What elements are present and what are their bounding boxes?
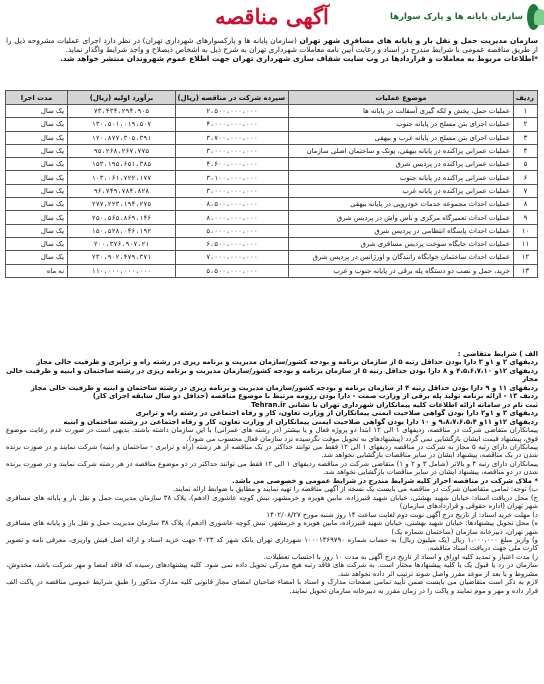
condition-paragraph: پیمانکاران متقاضی شرکت در مناقصه، ردیفهای ۱ الی ۱۲ ابتدا دو پروژه فعال و یا بیشتر (در رشته های عمرانی) با این سازمان داشته باشند. بدیهی است در صورت عدم رعایت موضوع فوق، پیشنهاد قیمت ایشان بازگشایی نمی گردد (پیشنهادهای به تحویل موقت نگرسیده نزد سازمان فعال محسوب می شود). [6, 426, 538, 443]
deposit-cell: ۳،۰۰۰،۰۰۰،۰۰۰ [176, 144, 289, 157]
duration-cell: یک سال [6, 158, 68, 171]
condition-paragraph: ب) توجه: تمامی متقاضیان شرکت در مناقصه می بایست یک نسخه از آگهی مناقصه را تهیه نمایند و مطابق با ضوابط ارائه نمایند. [172, 485, 538, 494]
estimate-cell: ۱۵۰،۵۲۸،۰۴۶،۱۹۲ [68, 224, 176, 237]
col-header-title: موضوع عملیات [289, 91, 514, 105]
row-number-cell: ۵ [514, 158, 538, 171]
deposit-cell: ۵،۰۰۰،۰۰۰،۰۰۰ [176, 224, 289, 237]
estimate-cell: ۲۷۷،۲۲۳،۱۹۴،۲۷۵ [68, 198, 176, 211]
col-header-duration: مدت اجرا [6, 91, 68, 105]
duration-cell: یک سال [6, 198, 68, 211]
condition-paragraph: ردیفهای ۱۱ و ۹ دارا بودن حداقل رتبه ۴ از سازمان برنامه و بودجه کشور/سازمان مدیریت و برنامه ریزی در رشته ساختمان و ابنیه و ظرفیت خالی مجاز [30, 383, 538, 392]
estimate-cell: ۷۳،۴۳۴،۲۹۴،۹۰۵ [68, 105, 176, 118]
condition-paragraph: د) مهلت خرید اسناد: از تاریخ درج آگهی نوبت دوم لغایت ساعت ۱۴ روز شنبه مورخ ۱۴۰۲/۰۸/۲۷ [266, 510, 538, 519]
intro-org-line: سازمان مدیریت حمل و نقل بار و پایانه های مسافری شهر تهران [299, 36, 538, 45]
condition-paragraph: ج) محل دریافت اسناد: خیابان شهید بهشتی، خیابان شهید قنبرزاده، مابین هویزه و خرمشهر، نبش کوچه عاشوری (ادهم)، پلاک ۳۸ سازمان مدیریت حمل و نقل بار و پایانه های مسافری شهر تهران (اداره حقوقی و قراردادهای سازمان) [6, 493, 538, 511]
col-header-row: ردیف [514, 91, 538, 105]
deposit-cell: ۴،۰۰۰،۰۰۰،۰۰۰ [176, 118, 289, 131]
subject-cell: عملیات احداث مجموعه خدمات خودرویی در پایانه بیهقی [289, 198, 514, 211]
subject-cell: عملیات عمرانی پراکنده در پایانه بیهقی، پونک و ساختمان اصلی سازمان [289, 144, 514, 157]
table-row [6, 198, 538, 211]
condition-paragraph: و) واریز مبلغ ۱،۰۰۰،۰۰۰ ریال (یک میلیون ریال) به حساب شماره ۱۰۰۰۱۳۶۹۷۹۰ شهرداری تهران بانک شهر کد ۲۰۲۳ جهت خرید اسناد و ارائه اصل فیش واریزی، معرفی نامه و تصویر کارت ملی جهت دریافت اسناد مناقصه. [6, 535, 538, 553]
row-number-cell: ۱۱ [514, 237, 538, 250]
condition-paragraph: پیمانکاران دارای رتبه ۴ و بالاتر (شامل ۳ و ۲ و ۱) متقاضی شرکت در مناقصه ردیفهای ۱ الی ۱۲ فقط می توانند حداکثر در دو موضوع مناقصه در هر رشته شرکت نمایند و در صورت برنده شدن در دو مناقصه، پیشنهاد ایشان در سایر مناقصات بازگشایی نخواهد شد. [6, 459, 538, 477]
deposit-cell: ۸،۵۰۰،۰۰۰،۰۰۰ [176, 198, 289, 211]
table-row [6, 224, 538, 237]
duration-cell: یک سال [6, 144, 68, 157]
condition-paragraph: سازمان در رد یا قبول یک یا کلیه پیشنهادها مختار است. به شرکت های فاقد رتبه هیچ مدرکی تحویل داده نمی شود. کلیه پیشنهادهای رسیده که فاقد امضا و مهر شرکت باشد، مخدوش، مشروط و یا بعد از موعد مقرر واصل شوند ترتیب اثر داده نخواهد شد. [6, 561, 538, 578]
row-number-cell: ۹ [514, 211, 538, 224]
estimate-cell: ۲۵۰،۵۶۵،۸۶۹،۱۴۶ [68, 211, 176, 224]
condition-paragraph: لازم به ذکر است متقاضیان می بایست ضمن تأیید تمامی صفحات مدارک و اسناد با امضاء صاحبان امضای مجاز قانونی کلیه مدارک مذکور را طبق شرایط عمومی مناقصه در پاکت الف قرار داده و مهر و موم نمایند و پاکت را در زمان مقرر به دبیرخانه سازمان تحویل نمایند. [6, 578, 538, 595]
deposit-cell: ۸،۰۰۰،۰۰۰،۰۰۰ [176, 211, 289, 224]
subject-cell: عملیات عمرانی پراکنده در پردیس شرق [289, 158, 514, 171]
table-row [6, 264, 538, 277]
deposit-cell: ۵،۵۰۰،۰۰۰،۰۰۰ [176, 264, 289, 277]
condition-paragraph: ثبت نام در سامانه ارائه اطلاعات کلیه پیمانکاران شهرداری تهران با نشانی Tehran.ir [251, 400, 538, 409]
row-number-cell: ۶ [514, 171, 538, 184]
table-row [6, 144, 538, 157]
subject-cell: عملیات احداث ساختمان خوابگاه رانندگان و اورژانس در پردیس شرق [289, 251, 514, 264]
subject-cell: عملیات احداث جایگاه سوخت پردیس مسافری شرق [289, 237, 514, 250]
condition-paragraph: ز) مدت اعتبار و تمدید کلیه اوراق و اسناد از تاریخ درج آگهی به مدت ۱۰ روز با احتساب تعطیلات. [263, 552, 538, 561]
condition-paragraph: * ملاک شرکت در مناقصه احراز کلیه شرایط مندرج در شرایط عمومی و خصوصی می باشد. [232, 476, 538, 485]
intro-text [6, 36, 538, 64]
row-number-cell: ۱۳ [514, 264, 538, 277]
deposit-cell: ۴،۶۰۰،۰۰۰،۰۰۰ [176, 158, 289, 171]
col-header-deposit: سپرده شرکت در مناقصه (ریال) [176, 91, 289, 105]
condition-paragraph: ردیفهای ۱۲و ۴،۵،۶،۷،۱۰ و ۸ دارا بودن حداقل رتبه ۵ از سازمان برنامه و بودجه کشور/سازمان مدیریت و برنامه ریزی در رشته ساختمان و ابنیه و ظرفیت خالی مجاز [6, 366, 539, 384]
duration-cell: یک سال [6, 237, 68, 250]
estimate-cell: ۲۳۰،۹۰۲،۴۷۹،۳۷۱ [68, 251, 176, 264]
table-row [6, 158, 538, 171]
row-number-cell: ۸ [514, 198, 538, 211]
row-number-cell: ۱۲ [514, 251, 538, 264]
row-number-cell: ۱۰ [514, 224, 538, 237]
transparency-notice: *اطلاعات مربوط به معاملات و قراردادها در وب سایت شفاف سازی شهرداری تهران جهت اطلاع عموم شهروندان منتشر خواهد شد. [60, 54, 538, 64]
table-row [6, 105, 538, 118]
intro-paragraph: (سازمان پایانه ها و پارکسوارهای شهرداری تهران) در نظر دارد اجرای عملیات مشروحه ذیل را از طریق مناقصه عمومی با شرایط مندرج در اسناد و رعایت آیین نامه معاملات شهرداری تهران به شرح ذیل به اشخاص ذیصلاح و واجد شرایط واگذار نماید. [6, 36, 538, 55]
subject-cell: عملیات عمرانی پراکنده در پایانه غرب [289, 184, 514, 197]
condition-paragraph: ه) محل تحویل پیشنهادها: خیابان شهید بهشتی، خیابان شهید قنبرزاده، مابین هویزه و خرمشهر، نبش کوچه عاشوری (ادهم)، پلاک ۳۸ سازمان مدیریت حمل و نقل بار و پایانه های مسافری شهر تهران، دبیرخانه سازمان (ساختمان شماره یک) [6, 519, 538, 536]
duration-cell: یک سال [6, 105, 68, 118]
subject-cell: عملیات اجرای بتن مسلح در پایانه غرب و بیهقی [289, 131, 514, 144]
estimate-cell: ۱۲۰،۸۷۷،۳۰۵،۳۹۱ [68, 131, 176, 144]
table-header-row [6, 91, 538, 105]
duration-cell: یک سال [6, 118, 68, 131]
condition-paragraph: ردیفهای ۲ و ۱و ۳ دارا بودن حداقل رتبه ۵ از سازمان برنامه و بودجه کشور/سازمان مدیریت و برنامه ریزی در رشته راه و ترابری و ظرفیت خالی مجاز [36, 358, 538, 367]
header [0, 0, 544, 36]
deposit-cell: ۶،۵۰۰،۰۰۰،۰۰۰ [176, 237, 289, 250]
deposit-cell: ۳،۷۰۰،۰۰۰،۰۰۰ [176, 131, 289, 144]
condition-paragraph: ردیفهای ۱۲و ۱۱و ۹،۸،۷،۶،۵،۴ و ۱۰ دارا بودن گواهی صلاحیت ایمنی پیمانکاران از وزارت تعاون، کار و رفاه اجتماعی در رشته ساختمان و ابنیه [63, 417, 538, 426]
subject-cell: عملیات احداث پاسگاه انتظامی در پردیس شرق [289, 224, 514, 237]
table-row [6, 251, 538, 264]
duration-cell: یک سال [6, 184, 68, 197]
duration-cell: یک سال [6, 211, 68, 224]
conditions-section [6, 350, 538, 595]
duration-cell: یک سال [6, 131, 68, 144]
estimate-cell: ۹۶،۷۴۹،۷۸۴،۸۲۸ [68, 184, 176, 197]
col-header-estimate: برآورد اولیه (ریال) [68, 91, 176, 105]
estimate-cell: ۱۰۳،۰۶۱،۷۲۲،۱۷۷ [68, 171, 176, 184]
row-number-cell: ۴ [514, 144, 538, 157]
duration-cell: یک سال [6, 224, 68, 237]
subject-cell: عملیات عمرانی پراکنده در پایانه جنوب [289, 171, 514, 184]
subject-cell: عملیات احداث تعمیرگاه مرکزی و باس واش در پردیس شرق [289, 211, 514, 224]
table-row [6, 118, 538, 131]
row-number-cell: ۳ [514, 131, 538, 144]
estimate-cell: ۱۵۳،۱۹۵،۶۵۱،۳۸۵ [68, 158, 176, 171]
org-name: سازمان پایانه ها و پارک سوارها [390, 12, 523, 22]
table-row [6, 184, 538, 197]
table-row [6, 171, 538, 184]
deposit-cell: ۳،۱۰۰،۰۰۰،۰۰۰ [176, 171, 289, 184]
deposit-cell: ۳،۰۰۰،۰۰۰،۰۰۰ [176, 184, 289, 197]
estimate-cell: ۱۱۰،۰۰۰،۰۰۰،۰۰۰ [68, 264, 176, 277]
estimate-cell: ۱۳۰،۵۰۱،۰۱۹،۵۰۷ [68, 118, 176, 131]
condition-paragraph: ردیف ۱۳ - ارائه برنامه تولید پله برقی از وزارت صمت - دارا بودن رزومه مرتبط با موضوع مناقصه (حداقل دو سال سابقه اجرای کار) [92, 392, 538, 401]
table-row [6, 131, 538, 144]
subject-cell: خرید، حمل و نصب دو دستگاه پله برقی در پایانه جنوب و غرب [289, 264, 514, 277]
row-number-cell: ۱ [514, 105, 538, 118]
tree-logo-icon [527, 4, 540, 30]
deposit-cell: ۲،۵۰۰،۰۰۰،۰۰۰ [176, 105, 289, 118]
subject-cell: عملیات اجرای بتن مسلح در پایانه جنوب [289, 118, 514, 131]
estimate-cell: ۲۰۰،۳۷۶،۹۰۷،۲۱ [68, 237, 176, 250]
org-logo [390, 2, 540, 32]
duration-cell: نه ماه [6, 264, 68, 277]
table-row [6, 237, 538, 250]
condition-paragraph: ردیفهای ۳ و ۱و۲ دارا بودن گواهی صلاحیت ایمنی پیمانکاران از وزارت تعاون، کار و رفاه اجتماعی در رشته راه و ترابری [135, 409, 538, 418]
deposit-cell: ۷،۰۰۰،۰۰۰،۰۰۰ [176, 251, 289, 264]
duration-cell: یک سال [6, 171, 68, 184]
notice-title: آگهی مناقصه [215, 4, 329, 29]
tender-table-wrapper [6, 90, 538, 278]
duration-cell: یک سال [6, 251, 68, 264]
row-number-cell: ۷ [514, 184, 538, 197]
tender-table [5, 90, 538, 278]
table-row [6, 211, 538, 224]
estimate-cell: ۹۵،۲۶۸،۲۶۷،۷۷۵ [68, 144, 176, 157]
row-number-cell: ۲ [514, 118, 538, 131]
subject-cell: عملیات حمل، پخش و لکه گیری آسفالت در پایانه ها [289, 105, 514, 118]
conditions-heading: الف ) شرایط متقاضی : [457, 350, 538, 358]
condition-paragraph: پیمانکاران دارای رتبه ۵ مجاز به شرکت در مناقصه ردیفهای ۱ الی ۱۲ فقط می توانند حداکثر در یک مناقصه از هر رشته (راه و ترابری - ساختمان و ابنیه) شرکت نمایند و در صورت برنده شدن در یک مناقصه، پیشنهاد ایشان در سایر مناقصات بازگشایی نخواهد شد. [6, 442, 538, 460]
